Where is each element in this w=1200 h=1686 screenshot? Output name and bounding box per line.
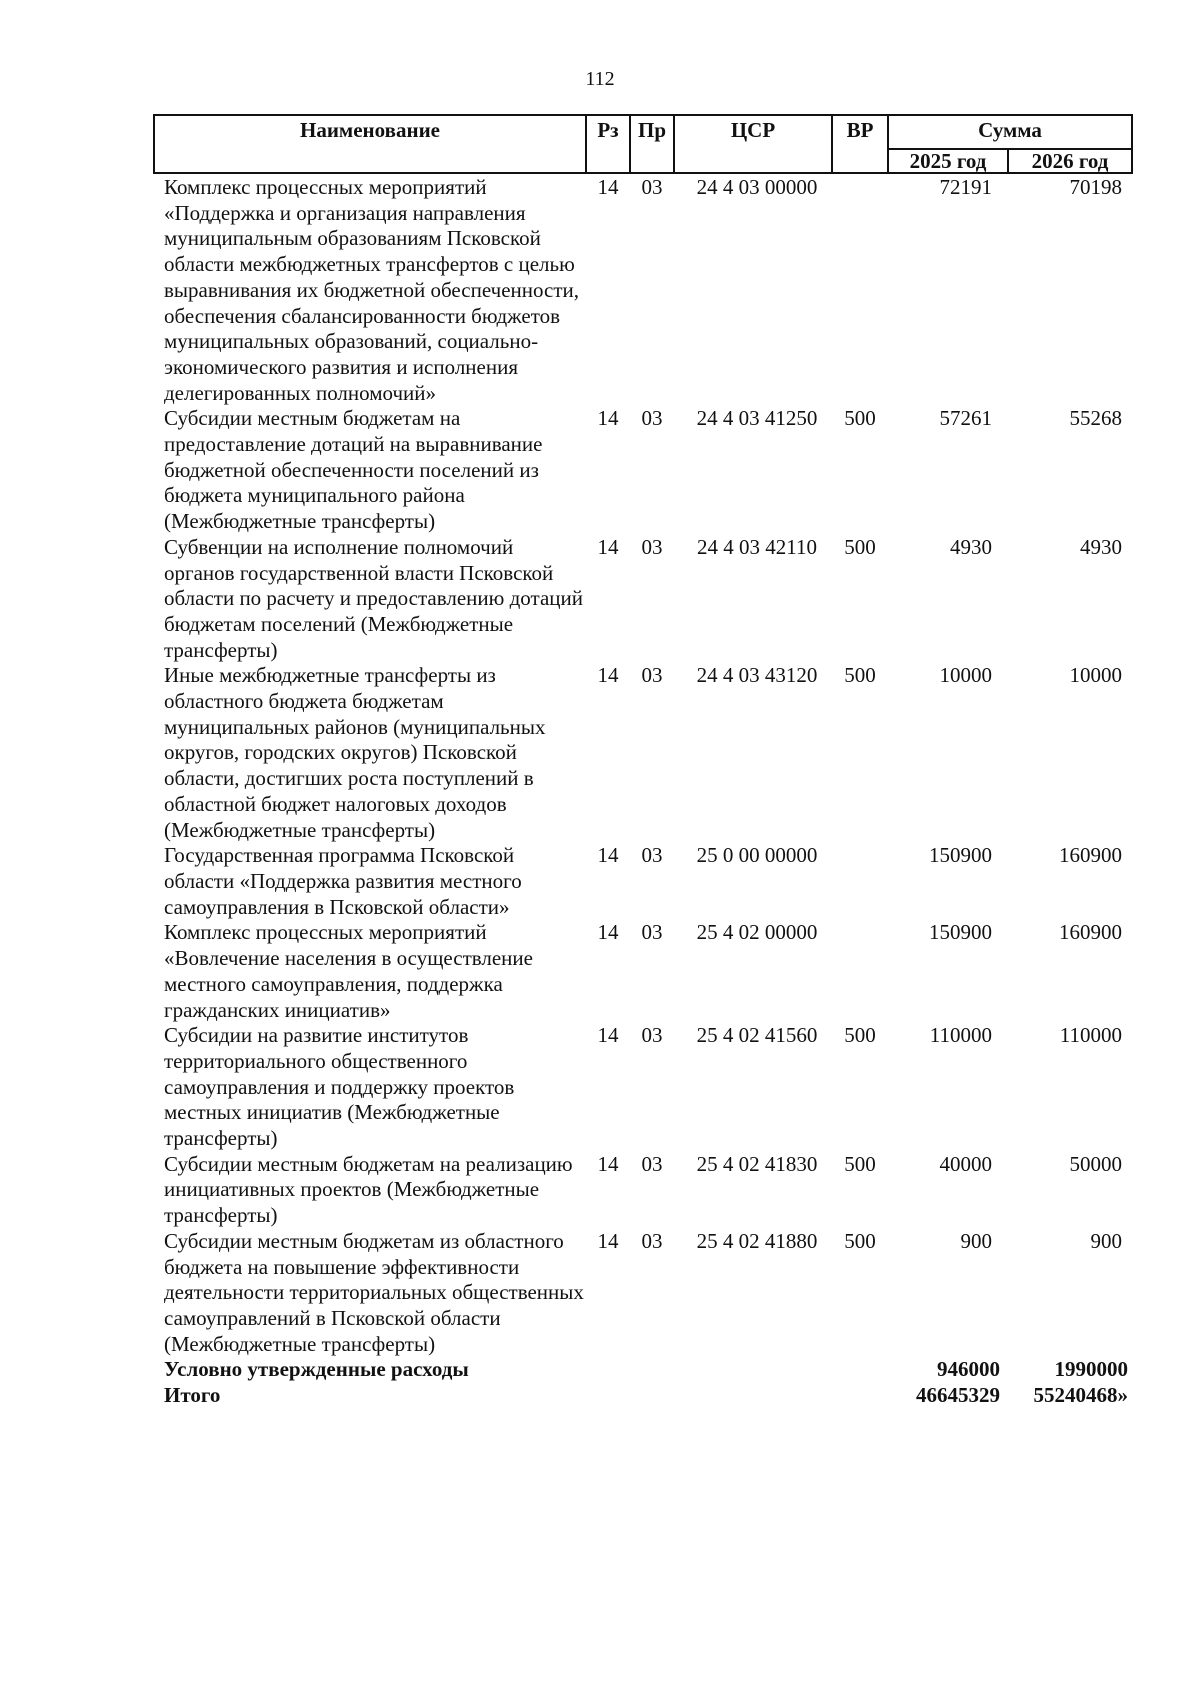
row-vr: 500 <box>844 534 876 559</box>
row-rz: 14 <box>597 534 619 559</box>
table-row <box>154 1023 1132 1152</box>
total-row-conditional <box>154 1357 1132 1383</box>
row-vr: 500 <box>844 1023 876 1048</box>
row-rz: 14 <box>597 175 619 199</box>
table-row <box>154 1152 1132 1229</box>
table-row <box>154 535 1132 664</box>
row-sum-2025: 4930 <box>950 534 992 559</box>
row-sum-2025: 150900 <box>929 920 992 945</box>
total-name: Итого <box>164 1383 221 1408</box>
row-csr: 24 4 03 43120 <box>696 663 818 688</box>
table-row <box>154 173 1132 406</box>
table-row <box>154 920 1132 1023</box>
row-vr: 500 <box>844 1151 876 1176</box>
table-row <box>154 1229 1132 1358</box>
row-sum-2026: 50000 <box>1069 1151 1122 1176</box>
row-pr: 03 <box>641 406 663 431</box>
row-csr: 24 4 03 42110 <box>697 534 817 559</box>
row-rz: 14 <box>597 1228 619 1253</box>
row-sum-2025: 900 <box>960 1228 992 1253</box>
row-csr: 24 4 03 00000 <box>696 175 818 199</box>
row-vr <box>832 843 888 920</box>
row-csr: 25 0 00 00000 <box>696 843 818 868</box>
table-row <box>154 406 1132 535</box>
row-sum-2026: 900 <box>1090 1228 1122 1253</box>
header-sum: Сумма <box>888 115 1132 149</box>
total-sum-2026: 1990000 <box>1054 1357 1128 1382</box>
page-number: 112 <box>585 68 615 90</box>
table-row <box>154 663 1132 843</box>
row-vr <box>832 173 888 406</box>
row-sum-2026: 70198 <box>1069 175 1122 199</box>
row-csr: 25 4 02 00000 <box>696 920 818 945</box>
row-csr: 25 4 02 41560 <box>696 1023 818 1048</box>
row-vr: 500 <box>844 406 876 431</box>
row-pr: 03 <box>641 534 663 559</box>
row-pr: 03 <box>641 663 663 688</box>
row-rz: 14 <box>597 406 619 431</box>
total-name: Условно утвержденные расходы <box>164 1357 469 1382</box>
header-rz: Рз <box>586 115 630 173</box>
row-rz: 14 <box>597 1023 619 1048</box>
row-sum-2025: 150900 <box>929 843 992 868</box>
row-sum-2026: 4930 <box>1080 534 1122 559</box>
row-name: Государственная программа Псковской области «Поддержка развития местного самоуправления в Псковской области» <box>164 843 522 919</box>
row-csr: 24 4 03 41250 <box>696 406 818 431</box>
row-sum-2025: 10000 <box>939 663 992 688</box>
header-year-2025: 2025 год <box>888 149 1008 173</box>
row-sum-2026: 160900 <box>1059 843 1122 868</box>
row-csr: 25 4 02 41880 <box>696 1228 818 1253</box>
row-pr: 03 <box>641 1151 663 1176</box>
header-year-2026: 2026 год <box>1008 149 1132 173</box>
row-pr: 03 <box>641 1023 663 1048</box>
header-name: Наименование <box>154 115 586 173</box>
row-rz: 14 <box>597 663 619 688</box>
row-vr: 500 <box>844 663 876 688</box>
row-rz: 14 <box>597 843 619 868</box>
row-vr: 500 <box>844 1228 876 1253</box>
row-name: Субсидии местным бюджетам на реализацию инициативных проектов (Межбюджетные трансферты) <box>164 1151 573 1228</box>
row-pr: 03 <box>641 1228 663 1253</box>
total-sum-2026: 55240468» <box>1033 1383 1128 1408</box>
row-pr: 03 <box>641 175 663 199</box>
header-pr: Пр <box>630 115 674 173</box>
table-row <box>154 843 1132 920</box>
row-name: Субсидии местным бюджетам из областного бюджета на повышение эффективности деятельности территориальных общественных самоуправлений в Псковской области (Межбюджетные трансферты) <box>164 1228 584 1356</box>
total-sum-2025: 946000 <box>937 1357 1000 1382</box>
row-name: Комплекс процессных мероприятий «Поддержка и организация направления муниципальным образованиям Псковской области межбюджетных трансфертов с целью выравнивания их бюджетной обеспеченности, обеспечения сбалансированности бюджетов муниципальных образований, социально-экономического развития и исполнения делегированных полномочий» <box>164 175 579 405</box>
row-name: Субвенции на исполнение полномочий органов государственной власти Псковской области по расчету и предоставлению дотаций бюджетам поселений (Межбюджетные трансферты) <box>164 534 583 662</box>
row-name: Комплекс процессных мероприятий «Вовлечение населения в осуществление местного самоуправления, поддержка гражданских инициатив» <box>164 920 533 1022</box>
row-sum-2025: 40000 <box>939 1151 992 1176</box>
budget-table <box>153 114 1133 1409</box>
row-csr: 25 4 02 41830 <box>696 1151 818 1176</box>
row-sum-2025: 72191 <box>939 175 992 199</box>
row-sum-2025: 57261 <box>939 406 992 431</box>
row-name: Субсидии местным бюджетам на предоставление дотаций на выравнивание бюджетной обеспеченности поселений из бюджета муниципального района (Межбюджетные трансферты) <box>164 406 543 534</box>
row-sum-2026: 10000 <box>1069 663 1122 688</box>
total-row-grand <box>154 1383 1132 1409</box>
row-rz: 14 <box>597 1151 619 1176</box>
row-sum-2026: 160900 <box>1059 920 1122 945</box>
row-name: Иные межбюджетные трансферты из областного бюджета бюджетам муниципальных районов (муниципальных округов, городских округов) Псковской области, достигших роста поступлений в областной бюджет налоговых доходов (Межбюджетные трансферты) <box>164 663 546 842</box>
row-vr <box>832 920 888 1023</box>
row-sum-2025: 110000 <box>929 1023 992 1048</box>
row-pr: 03 <box>641 843 663 868</box>
header-csr: ЦСР <box>674 115 832 173</box>
row-sum-2026: 55268 <box>1069 406 1122 431</box>
row-pr: 03 <box>641 920 663 945</box>
total-sum-2025: 46645329 <box>916 1383 1000 1408</box>
row-sum-2026: 110000 <box>1059 1023 1122 1048</box>
header-vr: ВР <box>832 115 888 173</box>
row-name: Субсидии на развитие институтов территориального общественного самоуправления и поддержку проектов местных инициатив (Межбюджетные трансферты) <box>164 1023 515 1151</box>
row-rz: 14 <box>597 920 619 945</box>
